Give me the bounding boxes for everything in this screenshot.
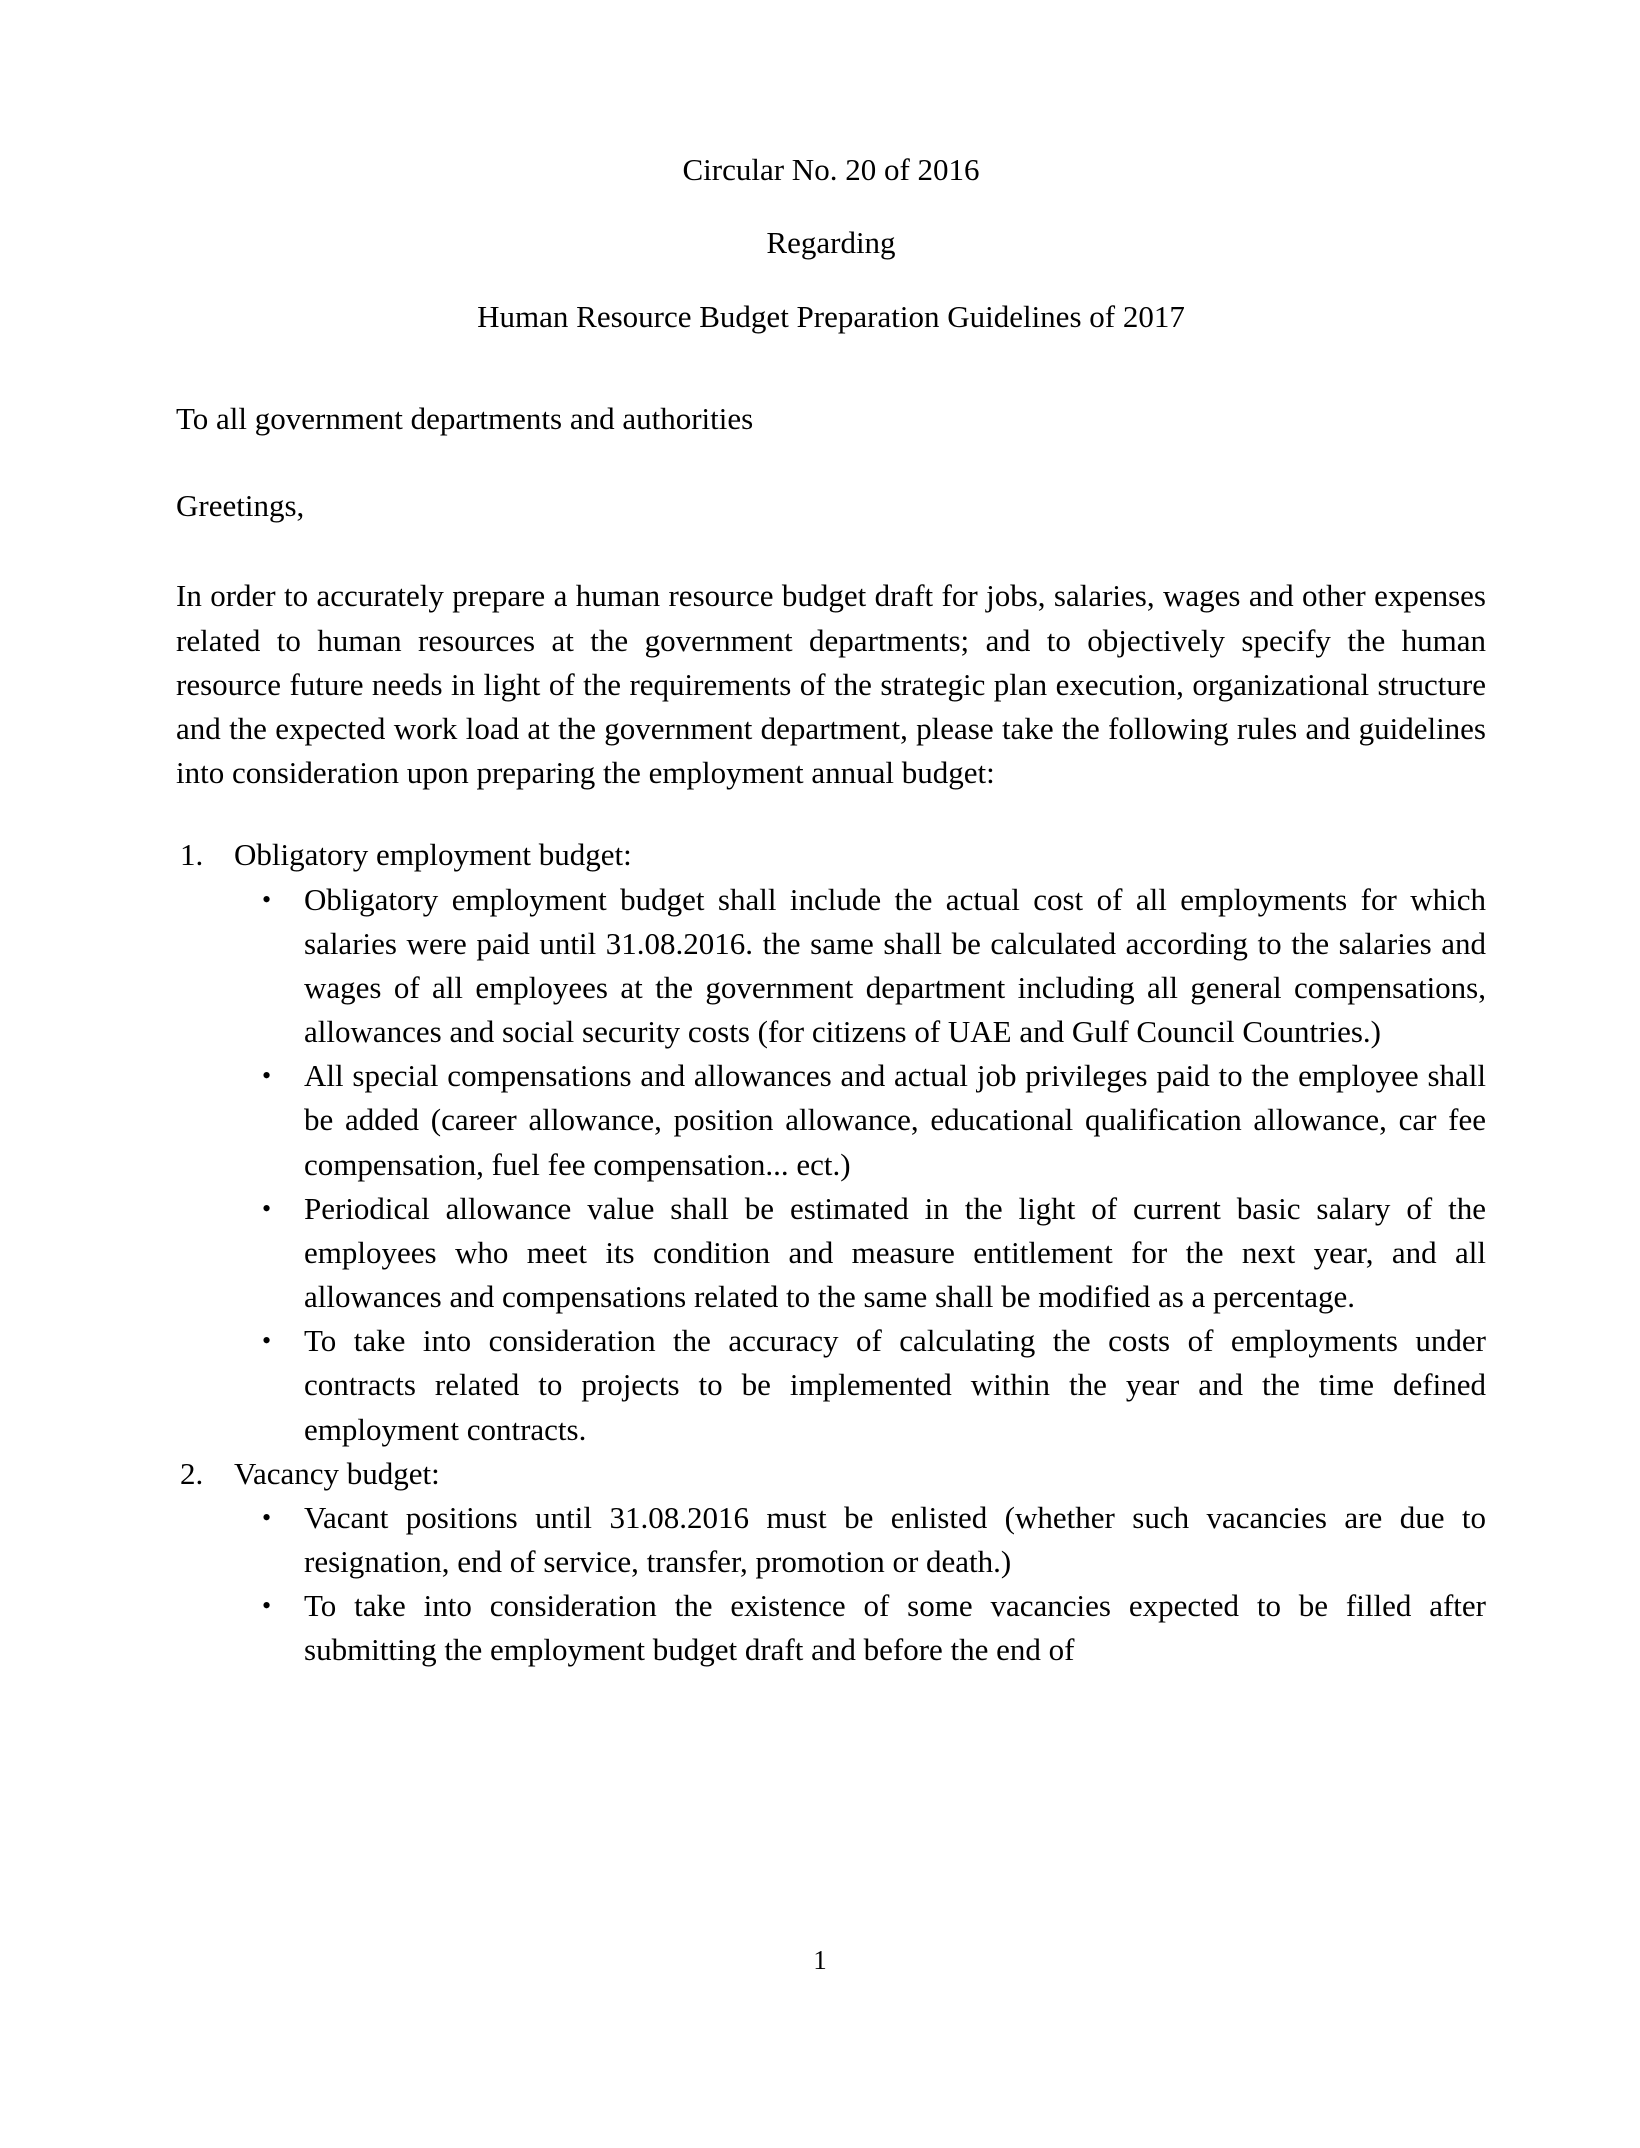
bullet-icon: • [262, 1502, 272, 1532]
list-number: 2. [180, 1455, 204, 1491]
list-item [234, 1319, 1486, 1452]
bullet-text: Periodical allowance value shall be estimated in the light of current basic salary of the employees who meet its condition and measure entitlement for the next year, and all allowances and compensations related to the same shall be modified as a percentage. [304, 1190, 1486, 1315]
bullet-text: All special compensations and allowances and actual job privileges paid to the employee shall be added (career allowance, position allowance, educational qualification allowance, car fee compensation, fuel fee compensation... ect.) [304, 1058, 1486, 1182]
regarding-heading: Regarding [766, 225, 896, 261]
section-bullets [234, 878, 1486, 1452]
list-item [234, 1187, 1486, 1320]
section-bullets [234, 1496, 1486, 1673]
list-item [234, 878, 1486, 1055]
bullet-text: To take into consideration the accuracy of calculating the costs of employments under contracts related to projects to be implemented within the year and the time defined employment contracts. [304, 1323, 1486, 1447]
guidelines-list [176, 833, 1486, 1672]
list-item [176, 1452, 1486, 1673]
bullet-icon: • [262, 1591, 272, 1621]
addressee-line: To all government departments and authorities [176, 400, 754, 436]
list-item [176, 833, 1486, 1451]
list-number: 1. [180, 837, 204, 873]
bullet-text: Vacant positions until 31.08.2016 must be enlisted (whether such vacancies are due to resignation, end of service, transfer, promotion or death.) [304, 1499, 1486, 1580]
section-title: Obligatory employment budget: [234, 837, 632, 873]
section-title: Vacancy budget: [234, 1455, 440, 1491]
intro-paragraph: In order to accurately prepare a human resource budget draft for jobs, salaries, wages and other expenses related to human resources at the government departments; and to objectively specify the human resource future needs in light of the requirements of the strategic plan execution, organizational structure and the expected work load at the government department, please take the following rules and guidelines into consideration upon preparing the employment annual budget: [176, 578, 1486, 791]
bullet-text: Obligatory employment budget shall include the actual cost of all employments for which salaries were paid until 31.08.2016. the same shall be calculated according to the salaries and wages of all employees at the government department including all general compensations, allowances and social security costs (for citizens of UAE and Gulf Council Countries.) [304, 881, 1486, 1050]
bullet-text: To take into consideration the existence of some vacancies expected to be filled after submitting the employment budget draft and before the end of [304, 1588, 1486, 1668]
bullet-icon: • [262, 884, 272, 914]
bullet-icon: • [262, 1061, 272, 1091]
document-body [176, 150, 1486, 1673]
circular-number-heading: Circular No. 20 of 2016 [682, 152, 980, 187]
greeting-line: Greetings, [176, 488, 305, 524]
list-item [234, 1496, 1486, 1584]
bullet-icon: • [262, 1193, 272, 1223]
bullet-icon: • [262, 1326, 272, 1356]
subject-title-heading: Human Resource Budget Preparation Guidelines of 2017 [477, 298, 1185, 334]
list-item [234, 1054, 1486, 1187]
page-number: 1 [813, 1945, 827, 1975]
list-item [234, 1584, 1486, 1672]
